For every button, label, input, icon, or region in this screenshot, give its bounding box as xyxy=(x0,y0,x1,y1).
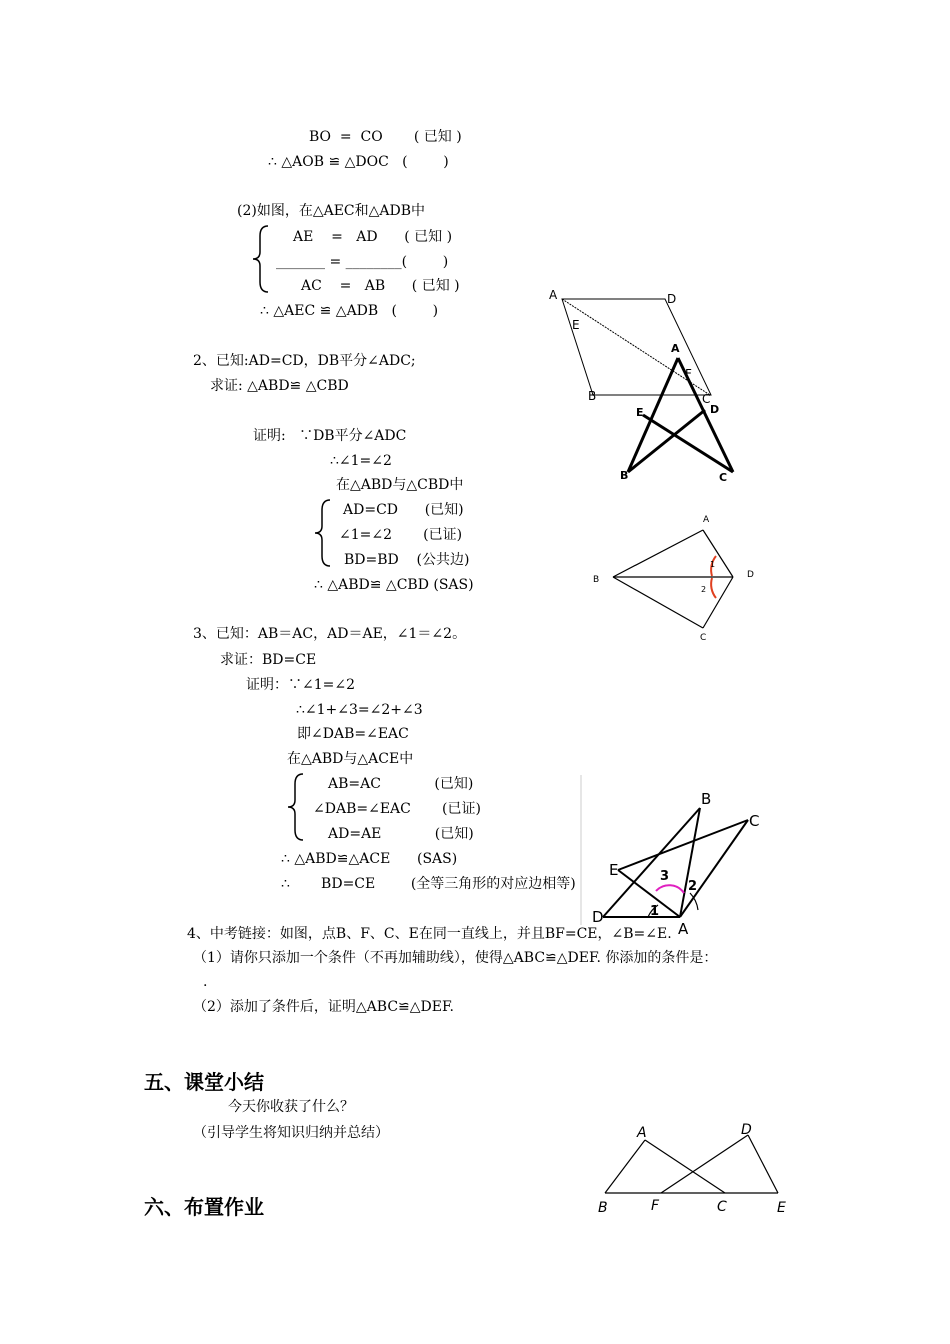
label-b: B xyxy=(593,575,600,585)
q4-text: 4、中考链接：如图，点B、F、C、E在同一直线上，并且BF=CE，∠B=∠E. xyxy=(187,926,672,942)
label-d: D xyxy=(741,1122,752,1138)
label-c: C xyxy=(719,471,728,484)
q3-prove: 求证：BD=CE xyxy=(220,652,317,668)
q3-cond-3: AD=AE (已知) xyxy=(328,826,474,842)
label-a: A xyxy=(678,920,689,938)
label-c: C xyxy=(749,812,760,830)
label-b: B xyxy=(588,389,597,403)
label-angle-1: 1 xyxy=(650,904,660,919)
section-heading-summary: 五、课堂小结 xyxy=(144,1070,264,1094)
q2-angle-eq: ∴∠1=∠2 xyxy=(330,453,392,469)
label-a: A xyxy=(637,1125,647,1141)
angle-2-arc xyxy=(711,578,716,598)
q3-cond-1: AB=AC (已知) xyxy=(328,776,474,792)
label-a: A xyxy=(549,288,558,302)
label-b: B xyxy=(701,790,712,808)
label-angle-2: 2 xyxy=(688,879,698,894)
summary-question: 今天你收获了什么？ xyxy=(228,1099,354,1115)
label-e: E xyxy=(572,318,580,332)
q3-equal-angle: 即∠DAB=∠EAC xyxy=(297,726,409,742)
q4-part1: （1）请你只添加一个条件（不再加辅助线），使得△ABC≌△DEF. 你添加的条件是： xyxy=(193,950,718,966)
label-angle-1: 1 xyxy=(710,560,716,569)
line-q2-intro: (2)如图，在△AEC和△ADB中 xyxy=(237,203,426,219)
q2-cond-2: ∠1=∠2 (已证) xyxy=(339,527,463,543)
label-c: C xyxy=(702,392,711,406)
label-b: B xyxy=(620,469,629,482)
q3-congruent: ∴ △ABD≌△ACE (SAS) xyxy=(281,851,458,867)
q3-sum: ∴∠1+∠3=∠2+∠3 xyxy=(296,702,423,718)
brace-2 xyxy=(312,498,332,568)
line-ae-ad: AE = AD ( 已知 ) xyxy=(293,229,453,245)
figure-rotated-triangles xyxy=(580,775,780,938)
angle-3-arc xyxy=(656,885,684,893)
line-ac-ab: AC = AB ( 已知 ) xyxy=(301,278,460,294)
label-e: E xyxy=(777,1200,786,1216)
label-e: E xyxy=(609,861,619,879)
figure-kite xyxy=(585,510,770,645)
q3-given: 3、已知：AB＝AC，AD＝AE，∠1＝∠2。 xyxy=(193,626,467,642)
section-heading-homework: 六、布置作业 xyxy=(144,1195,264,1219)
label-d: D xyxy=(747,570,754,580)
label-c: C xyxy=(717,1199,727,1215)
line-bo-co: BO = CO ( 已知 ) xyxy=(309,129,462,145)
line-aec-adb: ∴ △AEC ≌ △ADB ( ) xyxy=(260,303,439,319)
q2-proof-start: 证明: ∵DB平分∠ADC xyxy=(253,428,407,444)
brace-3 xyxy=(285,772,305,842)
line-aob-doc: ∴ △AOB ≌ △DOC ( ) xyxy=(268,154,449,170)
q3-proof-start: 证明：∵∠1=∠2 xyxy=(246,677,356,693)
q4-part1-blank: . xyxy=(203,974,208,990)
brace-1 xyxy=(250,224,270,294)
q2-cond-3: BD=BD (公共边) xyxy=(344,552,470,568)
q4-part2: （2）添加了条件后，证明△ABC≌△DEF. xyxy=(193,999,454,1015)
q3-cond-2: ∠DAB=∠EAC (已证) xyxy=(313,801,481,817)
label-f: F xyxy=(651,1198,660,1214)
q3-in-triangles: 在△ABD与△ACE中 xyxy=(287,751,414,767)
summary-note: （引导学生将知识归纳并总结） xyxy=(193,1125,389,1141)
label-c: C xyxy=(700,633,707,643)
label-d: D xyxy=(710,403,720,416)
q3-conclusion: ∴ BD=CE (全等三角形的对应边相等) xyxy=(281,876,576,892)
q2-prove: 求证: △ABD≌ △CBD xyxy=(210,378,349,394)
figure-two-triangles-on-line xyxy=(593,1118,803,1220)
label-a: A xyxy=(671,342,680,355)
label-a: A xyxy=(703,515,710,525)
q2-in-triangles: 在△ABD与△CBD中 xyxy=(336,477,464,493)
label-d: D xyxy=(667,292,677,306)
figure-crossing-triangles xyxy=(615,340,745,485)
q2-given: 2、已知:AD=CD，DB平分∠ADC; xyxy=(193,353,416,369)
label-f: F xyxy=(685,367,692,381)
label-angle-3: 3 xyxy=(660,869,670,884)
label-angle-2: 2 xyxy=(701,585,707,594)
line-blank: _______ = ________( ) xyxy=(276,254,449,270)
label-d: D xyxy=(592,908,604,926)
label-b: B xyxy=(598,1200,608,1216)
q2-conclusion: ∴ △ABD≌ △CBD (SAS) xyxy=(314,577,474,593)
label-e: E xyxy=(636,406,644,419)
q2-cond-1: AD=CD (已知) xyxy=(343,502,464,518)
